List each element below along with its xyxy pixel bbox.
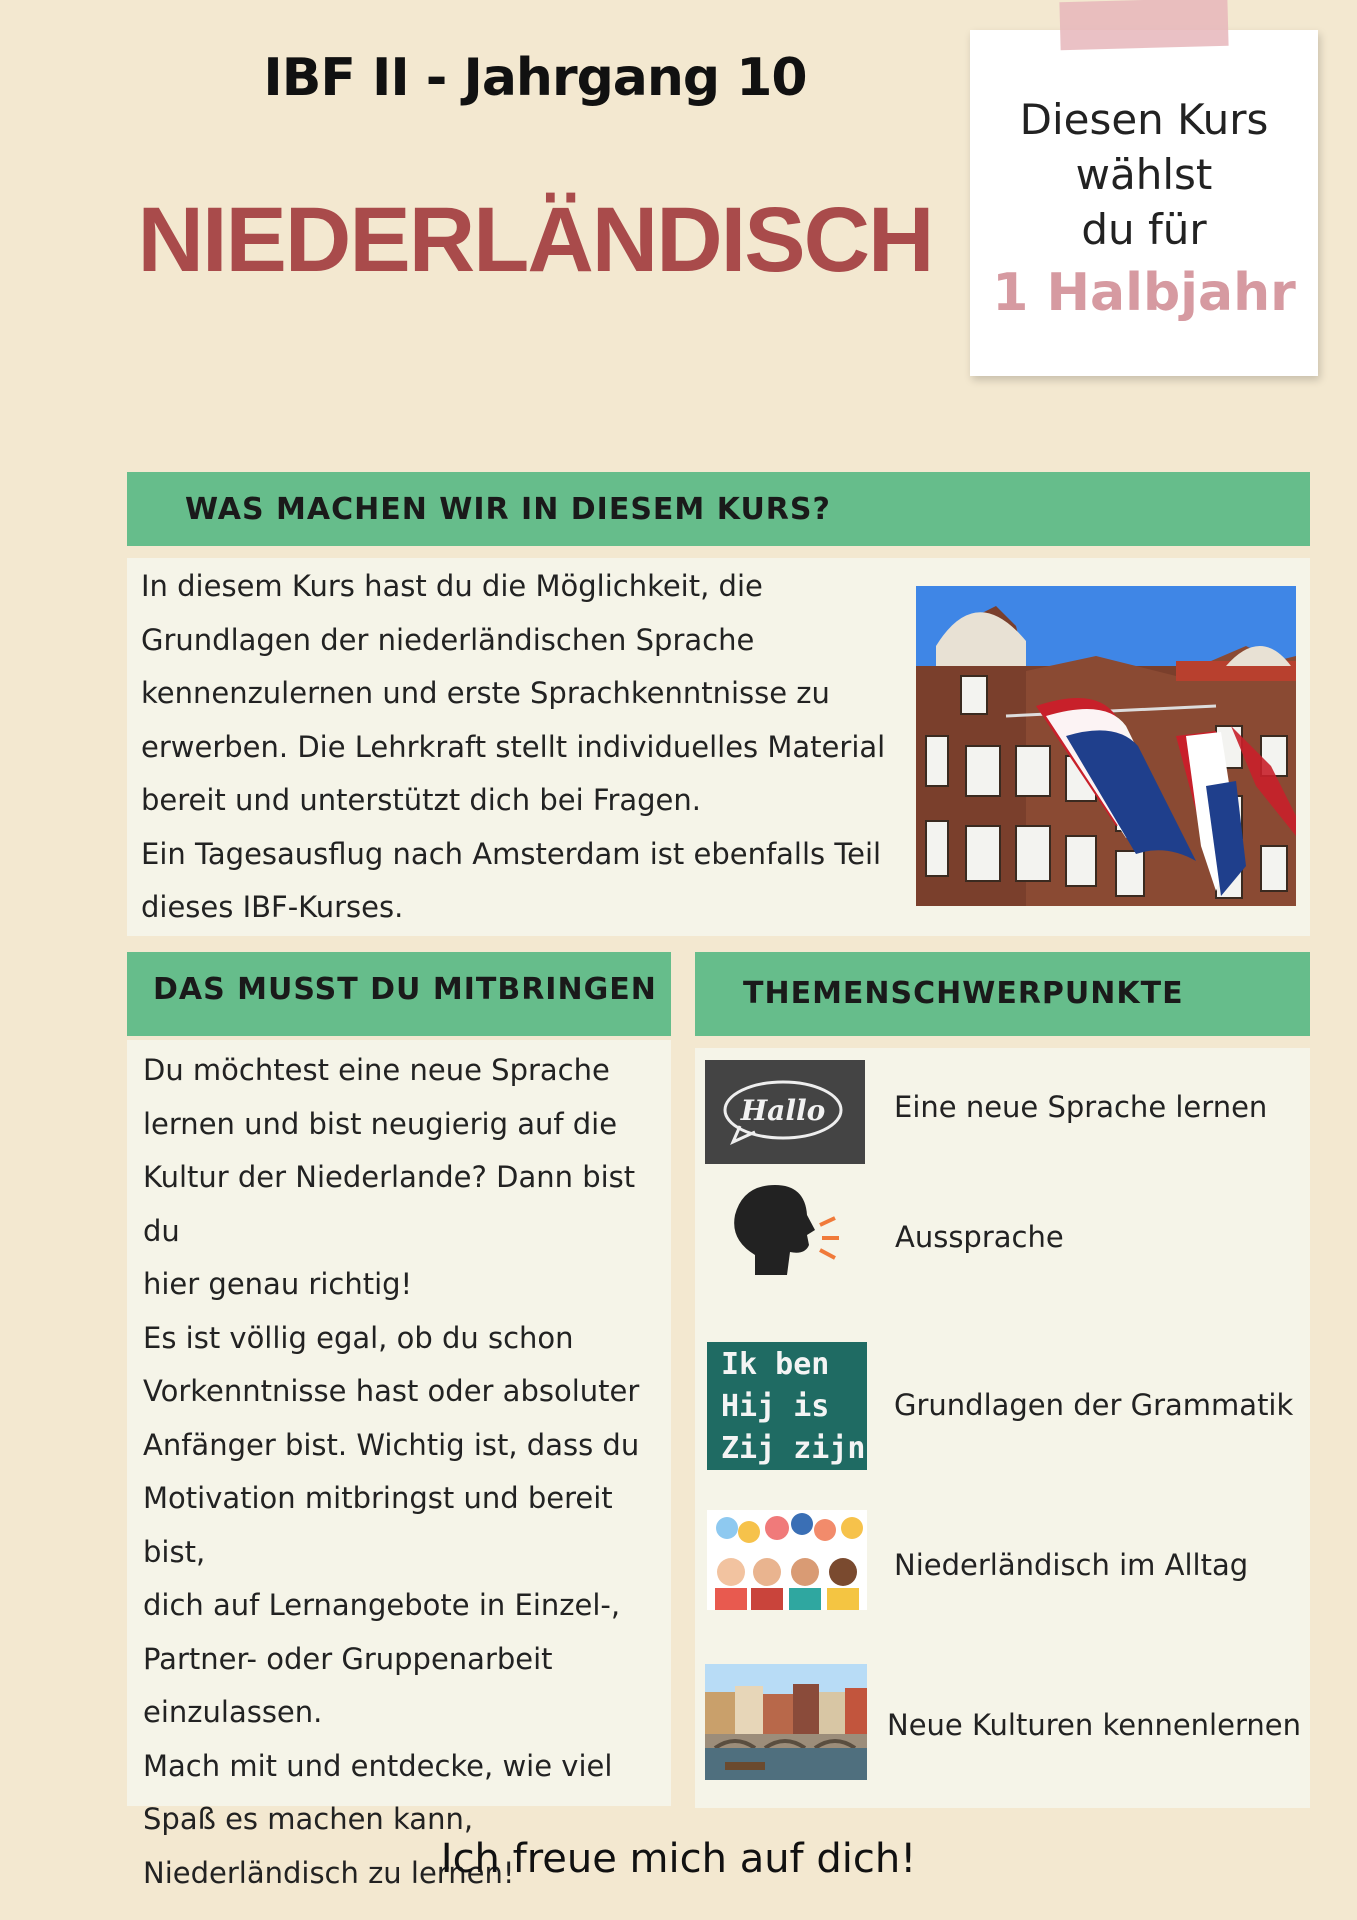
amsterdam-flags-photo xyxy=(916,586,1296,906)
topic-label-5: Neue Kulturen kennenlernen xyxy=(887,1708,1301,1742)
topic-label-4: Niederländisch im Alltag xyxy=(894,1548,1249,1582)
note-highlight: 1 Halbjahr xyxy=(992,263,1296,323)
section1-heading-band xyxy=(127,472,1310,546)
note-line-3: du für xyxy=(1081,205,1207,254)
section1-panel xyxy=(127,558,1310,936)
people-speech-bubbles-icon xyxy=(707,1510,867,1610)
topic-label-1: Eine neue Sprache lernen xyxy=(894,1090,1268,1124)
amsterdam-canal-icon xyxy=(705,1664,867,1780)
section3-heading-band xyxy=(695,952,1310,1036)
speaking-head-icon xyxy=(725,1180,845,1290)
section3-heading: THEMENSCHWERPUNKTE xyxy=(743,976,1184,1011)
section2-heading-band xyxy=(127,952,671,1036)
footer-greeting: Ich freue mich auf dich! xyxy=(440,1836,917,1882)
tape-strip xyxy=(1059,0,1228,50)
topic-label-2: Aussprache xyxy=(895,1220,1064,1254)
section2-panel xyxy=(127,1040,671,1890)
section1-text: In diesem Kurs hast du die Möglichkeit, die Grundlagen der niederländischen Sprache kennenzulernen und erste Sprachkenntnisse zu erwerben. Die Lehrkraft stellt individuelles Material bereit und unterstützt dich bei Fragen. Ein Tagesausflug nach Amsterdam ist ebenfalls Teil dieses IBF-Kurses. xyxy=(141,569,886,924)
note-line-1: Diesen Kurs xyxy=(1019,95,1269,144)
hallo-chalkboard-icon xyxy=(705,1060,865,1164)
grammar-board-icon xyxy=(707,1342,867,1470)
course-subtitle: IBF II - Jahrgang 10 xyxy=(263,48,807,108)
note-line-2: wählst xyxy=(1075,150,1213,199)
section3-panel xyxy=(695,1048,1310,1808)
page-title: NIEDERLÄNDISCH xyxy=(137,189,933,291)
section2-text: Du möchtest eine neue Sprache lernen und bist neugierig auf die Kultur der Niederlande? Dann bist du hier genau richtig! Es ist völlig egal, ob du schon Vorkenntnisse hast oder absoluter Anfänger bist. Wichtig ist, dass du Motivation mitbringst und bereit bist, dich auf Lernangebote in Einzel-, Partner- oder Gruppenarbeit einzulassen. Mach mit und entdecke, wie viel Spaß es machen kann, Niederländisch zu lernen! xyxy=(143,1053,640,1890)
grammar-line-2: Hij is xyxy=(721,1389,830,1424)
section1-heading: WAS MACHEN WIR IN DIESEM KURS? xyxy=(185,492,831,527)
grammar-line-3: Zij zijn xyxy=(721,1431,866,1466)
section2-heading: DAS MUSST DU MITBRINGEN xyxy=(153,972,657,1007)
hallo-text: Hallo xyxy=(740,1094,826,1127)
grammar-line-1: Ik ben xyxy=(721,1347,830,1382)
topic-label-3: Grundlagen der Grammatik xyxy=(894,1388,1294,1422)
duration-note xyxy=(970,30,1318,376)
